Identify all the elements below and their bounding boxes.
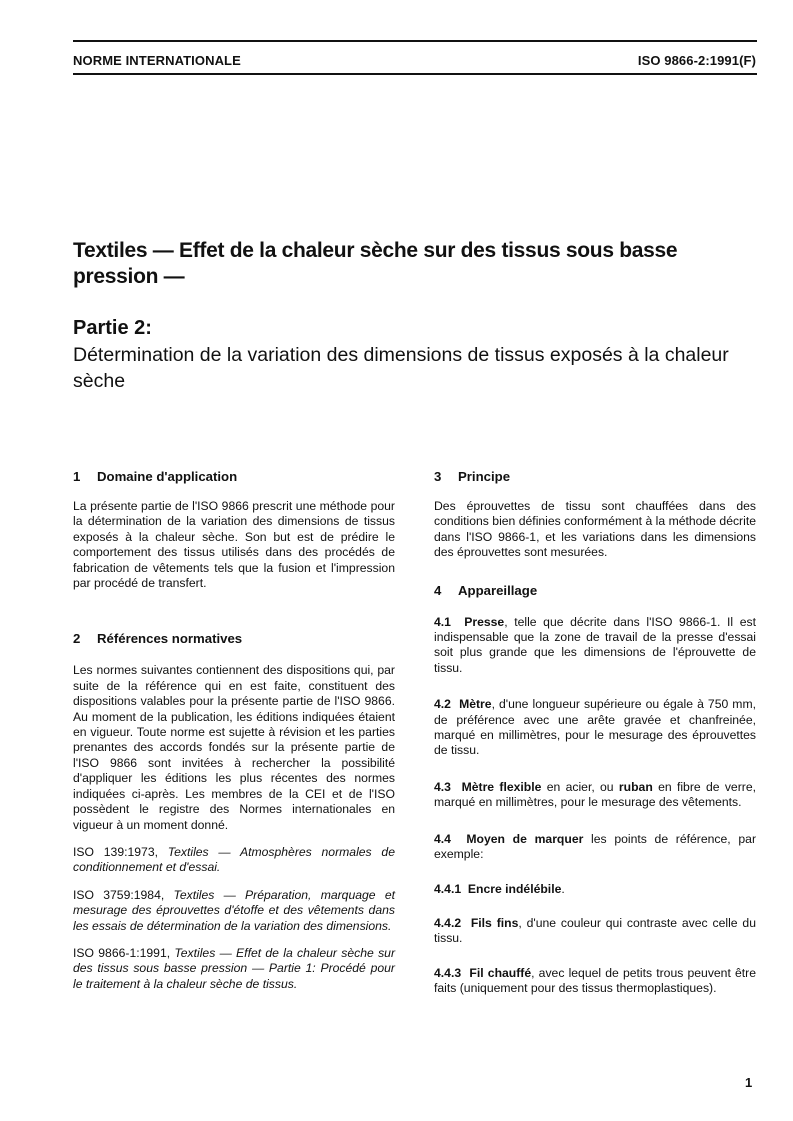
right-column	[434, 466, 756, 997]
reference-item: ISO 139:1973, Textiles — Atmosphères normales de conditionnement et d'essai.	[73, 844, 395, 875]
header-left: NORME INTERNATIONALE	[73, 53, 241, 68]
clause-4-4-3: 4.4.3 Fil chauffé, avec lequel de petits trous peuvent être faits (uniquement pour des tissus thermoplastiques).	[434, 965, 757, 996]
section-heading-1: 1 Domaine d'application	[73, 469, 238, 484]
section-1-text: La présente partie de l'ISO 9866 prescrit une méthode pour la détermination de la variation des dimensions de tissus exposés à la chaleur sèche. Son but est de prédire le comportement des tissus utilisés dans des procédés de fabrication de vêtements tels que la fusion et l'impression par procédé de transfert.	[73, 499, 395, 591]
left-column	[73, 466, 395, 992]
section-heading-4: 4 Appareillage	[434, 582, 538, 598]
clause-4-4-1: 4.4.1 Encre indélébile.	[434, 881, 565, 896]
clause-4-4-2: 4.4.2 Fils fins, d'une couleur qui contraste avec celle du tissu.	[434, 915, 756, 946]
clause-4-4: 4.4 Moyen de marquer les points de référence, par exemple:	[434, 831, 756, 862]
header-underline	[73, 73, 757, 75]
section-heading-2: 2 Références normatives	[73, 631, 243, 647]
page-number: 1	[745, 1075, 753, 1090]
document-title: Textiles — Effet de la chaleur sèche sur des tissus sous basse pression —	[73, 239, 678, 288]
section-3-text: Des éprouvettes de tissu sont chauffées dans des conditions bien définies conformément à la méthode décrite dans l'ISO 9866-1, et les variations dans les dimensions des éprouvettes sont mesurées.	[434, 499, 756, 560]
section-2-text: Les normes suivantes contiennent des dispositions qui, par suite de la référence qui en est faite, constituent des dispositions valables pour la présente partie de l'ISO 9866. Au moment de la publication, les éditions indiquées étaient en vigueur. Toute norme est sujette à révision et les parties prenantes des accords fondés sur la présente partie de l'ISO 9866 sont invitées à rechercher la possibilité d'appliquer les éditions les plus récentes des normes indiquées ci-après. Les membres de la CEI et de l'ISO possèdent le registre des Normes internationales en vigueur à un moment donné.	[73, 663, 395, 832]
section-heading-3: 3 Principe	[434, 469, 511, 484]
part-title: Détermination de la variation des dimensions de tissus exposés à la chaleur sèche	[73, 344, 729, 392]
part-label: Partie 2:	[73, 317, 152, 339]
clause-4-1: 4.1 Presse, telle que décrite dans l'ISO 9866-1. Il est indispensable que la zone de travail de la presse d'essai soit plus grande que les dimensions de l'éprouvette de tissu.	[434, 614, 756, 675]
clause-4-3: 4.3 Mètre flexible en acier, ou ruban en fibre de verre, marqué en millimètres, pour le mesurage des vêtements.	[434, 779, 756, 810]
reference-item: ISO 9866-1:1991, Textiles — Effet de la chaleur sèche sur des tissus sous basse pression — Partie 1: Procédé pour le traitement à la chaleur sèche de tissus.	[73, 945, 396, 991]
header-right: ISO 9866-2:1991(F)	[637, 53, 756, 68]
clause-4-2: 4.2 Mètre, d'une longueur supérieure ou égale à 750 mm, de préférence avec une arête gravée et chanfreinée, marqué en millimètres, pour le mesurage des éprouvettes de tissu.	[434, 697, 756, 758]
reference-item: ISO 3759:1984, Textiles — Préparation, marquage et mesurage des éprouvettes d'étoffe et des vêtements dans les essais de détermination de la variation des dimensions.	[73, 887, 395, 933]
header-rule	[73, 40, 757, 42]
